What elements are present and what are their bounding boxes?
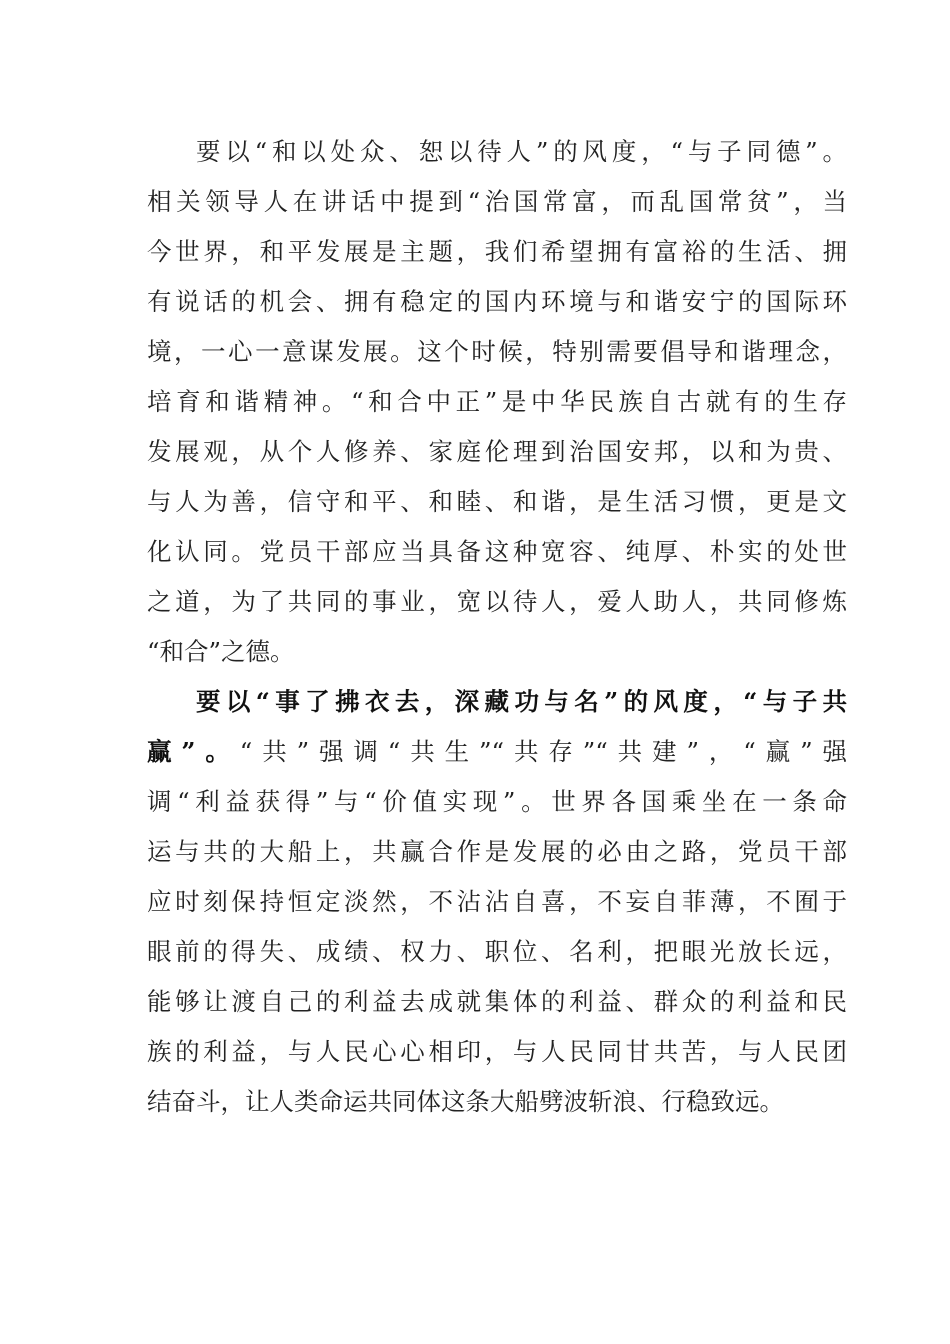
paragraph-line: 族的利益，与人民心心相印，与人民同甘共苦，与人民团 (147, 1037, 847, 1066)
paragraph-line: 应时刻保持恒定淡然，不沾沾自喜，不妄自菲薄，不囿于 (147, 887, 847, 916)
paragraph-line: 运与共的大船上，共赢合作是发展的必由之路，党员干部 (147, 837, 847, 866)
paragraph-heading-tail: 赢”。 (147, 737, 240, 766)
paragraph-line: 眼前的得失、成绩、权力、职位、名利，把眼光放长远， (147, 937, 847, 966)
paragraph-line: 培育和谐精神。“和合中正”是中华民族自古就有的生存 (147, 387, 847, 416)
paragraph-line: 有说话的机会、拥有稳定的国内环境与和谐安宁的国际环 (147, 287, 847, 316)
paragraph-line: 能够让渡自己的利益去成就集体的利益、群众的利益和民 (147, 987, 847, 1016)
paragraph-line: “和合”之德。 (147, 637, 295, 666)
paragraph-line (147, 727, 847, 777)
paragraph-line: 境，一心一意谋发展。这个时候，特别需要倡导和谐理念， (147, 337, 847, 366)
paragraph-line: 发展观，从个人修养、家庭伦理到治国安邦，以和为贵、 (147, 437, 847, 466)
paragraph-line: 结奋斗，让人类命运共同体这条大船劈波斩浪、行稳致远。 (147, 1087, 784, 1116)
paragraph-line: 要以“和以处众、恕以待人”的风度，“与子同德”。 (196, 137, 847, 166)
paragraph-line: 今世界，和平发展是主题，我们希望拥有富裕的生活、拥 (147, 237, 847, 266)
paragraph-line: 调“利益获得”与“价值实现”。世界各国乘坐在一条命 (147, 787, 847, 816)
paragraph-line-rest: “共”强调“共生”“共存”“共建”，“赢”强 (239, 737, 847, 766)
paragraph-heading-line: 要以“事了拂衣去，深藏功与名”的风度，“与子共 (196, 687, 847, 716)
paragraph-win-win (147, 677, 847, 1127)
document-body (147, 127, 847, 1127)
paragraph-line: 相关领导人在讲话中提到“治国常富，而乱国常贫”，当 (147, 187, 847, 216)
paragraph-line: 化认同。党员干部应当具备这种宽容、纯厚、朴实的处世 (147, 537, 847, 566)
paragraph-line: 与人为善，信守和平、和睦、和谐，是生活习惯，更是文 (147, 487, 847, 516)
paragraph-line: 之道，为了共同的事业，宽以待人，爱人助人，共同修炼 (147, 587, 847, 616)
paragraph-harmony (147, 127, 847, 677)
